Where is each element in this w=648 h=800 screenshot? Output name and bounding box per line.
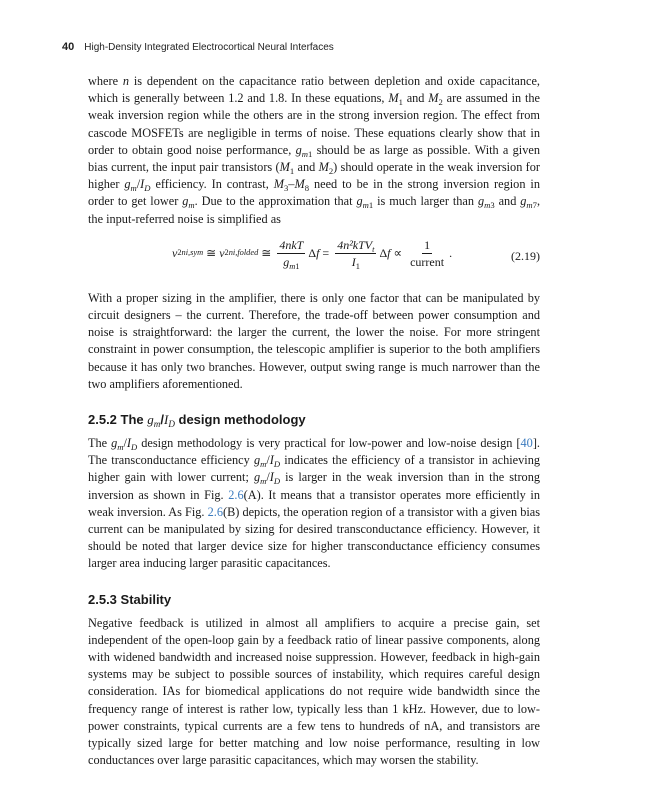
running-title: High-Density Integrated Electrocortical Neural Interfaces [84,42,334,53]
paragraph-stability: Negative feedback is utilized in almost all amplifiers to acquire a precise gain, set independent of the open-loop gain by a feedback ratio of linear passive components, along with widened bandwidth and increased noise suppression. However, feedback in high-gain systems may be subject to possible sources of instability, which requires careful design consideration. IAs for biomedical applications do not require wide bandwidth since the frequency range of interest is rather low, typically less than 1 kHz. However, due to low-power constraints, typical currents are a few tens to hundreds of nA, and transistors are typically sized large for better matching and low noise performance, resulting in low conductances over large parasitic capacitances, which may worsen the stability. [88,615,540,768]
fraction-1: $\frac{\text{4nkT}}{g_{m1}}$ [279,237,304,271]
page-number: 40 [62,41,75,53]
section-heading-2-5-2: 2.5.2 The $g_m/I_D$ design methodology [88,412,306,430]
paragraph-gm-id: The $g_m/I_D$ design methodology is very practical for low-power and low-noise design [40]. The transconductance efficiency $g_m/I_D$ indicates the efficiency of a transistor in achieving higher gain with lower current; $g_m/I_D$ is larger in the weak inversion than in the strong inversion as shown in Fig. 2.6(A). It means that a transistor operates more efficiently in weak inversion. As Fig. 2.6(B) depicts, the operation region of a transistor with a given bias current can be manipulated by sizing for desired transconductance efficiency. However, it should be noted that larger device size for higher transconductance efficiency consumes larger area inducing larger parasitic capacitances. [88,436,540,571]
figure-link[interactable]: 2.6 [228,487,244,502]
equation-number: (2.19) [511,248,540,263]
section-heading-2-5-3: 2.5.3 Stability [88,591,172,607]
fraction-3: $\frac{1}{\text{current}}$ [410,237,445,269]
page-body [88,73,540,770]
fraction-2: $\frac{4n^2kTV_t}{I_1}$ [337,237,375,271]
paragraph-intro: where n is dependent on the capacitance ratio between depletion and oxide capacitance, which is generally between 1.2 and 1.8. In these equations, $M_1$ and $M_2$ are assumed in the weak inversion region while the others are in the strong inversion region. The effect from cascode MOSFETs are negligible in terms of noise. These equations clearly show that in order to obtain good noise performance, $g_{m1}$ should be as large as possible. With a given bias current, the input pair transistors ($M_1$ and $M_2$) should operate in the weak inversion for higher $g_m/I_D$ efficiency. In contrast, $M_3-M_8$ need to be in the strong inversion region in order to get lower $g_m$. Due to the approximation that $g_{m1}$ is much larger than $g_{m3}$ and $g_{m7}$, the input-referred noise is simplified as [88,74,541,226]
paragraph-after-equation: With a proper sizing in the amplifier, there is only one factor that can be manipulated by circuit designers – the current. Therefore, the trade-off between power consumption and noise is straightforward: the larger the current, the lower the noise. For more stringent constraint in power consumption, the telescopic amplifier is superior to the both amplifiers because it has only two branches. However, output swing range is much narrower than the two amplifiers aforementioned. [88,290,540,391]
equation-2-19: v 2 ni,sym ≅ v 2 ni,folded ≅ $\frac{\text{4nkT}}{g_{m1}}$ Δf = $\frac{4n^2kTV_t}{I_1}$ Δf ∝ $\frac{1}{\text{current}}$ . (2.19) [172,237,540,271]
figure-link[interactable]: 2.6 [207,504,223,519]
running-header [62,41,334,53]
citation-link[interactable]: 40 [520,436,533,451]
